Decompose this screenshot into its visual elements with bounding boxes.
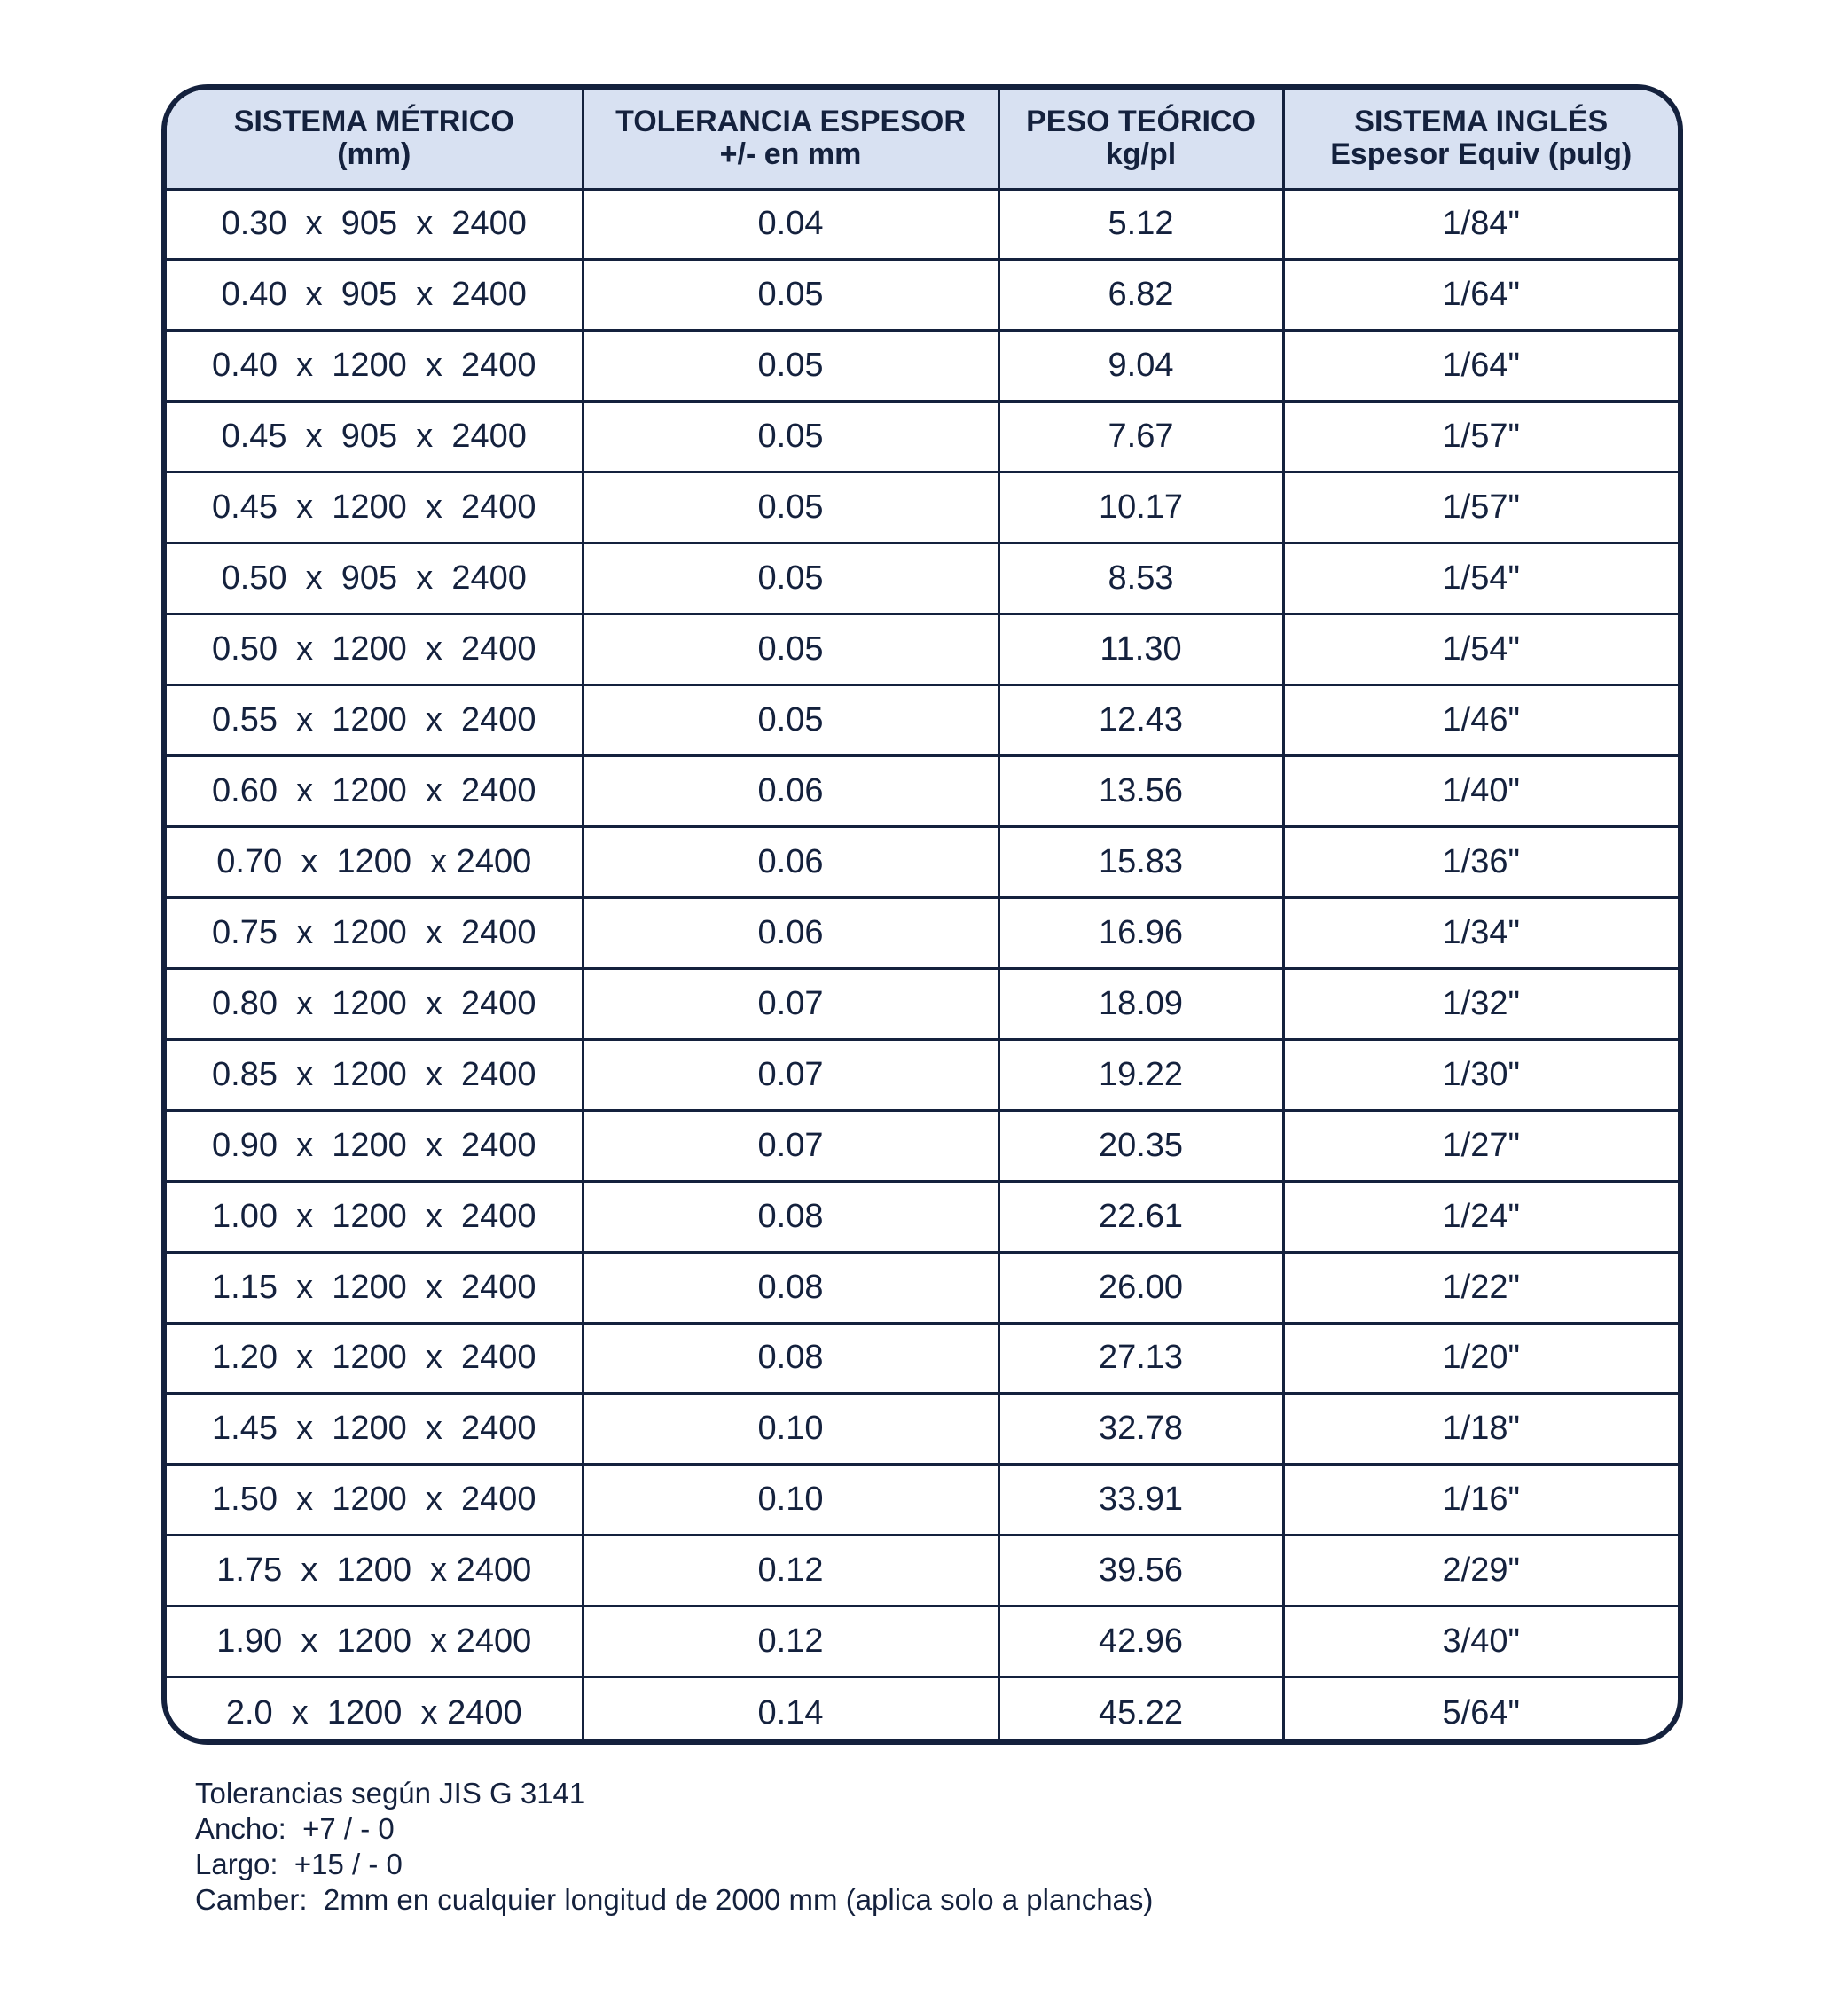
header-line2: kg/pl	[1105, 137, 1177, 172]
cell-thickness-tolerance: 0.12	[583, 1606, 998, 1677]
header-theoretical-weight	[998, 90, 1283, 189]
cell-imperial-thickness: 1/40"	[1283, 756, 1678, 827]
cell-imperial-thickness: 1/84"	[1283, 189, 1678, 260]
table-row	[167, 189, 1678, 260]
cell-imperial-thickness: 1/32"	[1283, 968, 1678, 1039]
cell-metric-dimensions: 0.85 x 1200 x 2400	[167, 1039, 583, 1110]
cell-imperial-thickness: 1/27"	[1283, 1110, 1678, 1181]
cell-theoretical-weight: 32.78	[998, 1394, 1283, 1465]
cell-thickness-tolerance: 0.08	[583, 1252, 998, 1323]
cell-thickness-tolerance: 0.05	[583, 402, 998, 473]
table-row	[167, 543, 1678, 614]
table-row	[167, 826, 1678, 897]
cell-imperial-thickness: 1/30"	[1283, 1039, 1678, 1110]
cell-theoretical-weight: 9.04	[998, 331, 1283, 402]
cell-theoretical-weight: 12.43	[998, 685, 1283, 756]
cell-imperial-thickness: 1/20"	[1283, 1323, 1678, 1394]
cell-metric-dimensions: 0.90 x 1200 x 2400	[167, 1110, 583, 1181]
cell-theoretical-weight: 13.56	[998, 756, 1283, 827]
cell-metric-dimensions: 1.50 x 1200 x 2400	[167, 1465, 583, 1536]
cell-metric-dimensions: 1.00 x 1200 x 2400	[167, 1181, 583, 1252]
note-length: Largo: +15 / - 0	[195, 1848, 403, 1880]
cell-thickness-tolerance: 0.07	[583, 1039, 998, 1110]
cell-theoretical-weight: 5.12	[998, 189, 1283, 260]
cell-theoretical-weight: 39.56	[998, 1536, 1283, 1606]
cell-theoretical-weight: 8.53	[998, 543, 1283, 614]
table-row	[167, 402, 1678, 473]
cell-theoretical-weight: 18.09	[998, 968, 1283, 1039]
cell-metric-dimensions: 0.45 x 1200 x 2400	[167, 473, 583, 543]
cell-thickness-tolerance: 0.04	[583, 189, 998, 260]
cell-imperial-thickness: 5/64"	[1283, 1677, 1678, 1745]
cell-thickness-tolerance: 0.12	[583, 1536, 998, 1606]
cell-imperial-thickness: 1/36"	[1283, 826, 1678, 897]
cell-theoretical-weight: 27.13	[998, 1323, 1283, 1394]
note-width: Ancho: +7 / - 0	[195, 1812, 395, 1845]
table-row	[167, 260, 1678, 331]
cell-imperial-thickness: 1/16"	[1283, 1465, 1678, 1536]
cell-imperial-thickness: 1/57"	[1283, 402, 1678, 473]
cell-metric-dimensions: 0.80 x 1200 x 2400	[167, 968, 583, 1039]
header-line1: TOLERANCIA ESPESOR	[615, 105, 966, 139]
table-row	[167, 1465, 1678, 1536]
table-row	[167, 1536, 1678, 1606]
cell-imperial-thickness: 2/29"	[1283, 1536, 1678, 1606]
header-line1: PESO TEÓRICO	[1026, 105, 1256, 139]
cell-imperial-thickness: 1/57"	[1283, 473, 1678, 543]
table-row	[167, 1323, 1678, 1394]
spec-table-frame	[161, 84, 1683, 1745]
table-row	[167, 756, 1678, 827]
header-line2: +/- en mm	[719, 137, 862, 172]
table-row	[167, 685, 1678, 756]
cell-theoretical-weight: 26.00	[998, 1252, 1283, 1323]
cell-thickness-tolerance: 0.05	[583, 543, 998, 614]
cell-metric-dimensions: 0.40 x 1200 x 2400	[167, 331, 583, 402]
cell-metric-dimensions: 0.40 x 905 x 2400	[167, 260, 583, 331]
header-row	[167, 90, 1678, 189]
cell-theoretical-weight: 22.61	[998, 1181, 1283, 1252]
table-row	[167, 614, 1678, 685]
cell-theoretical-weight: 33.91	[998, 1465, 1283, 1536]
cell-imperial-thickness: 1/64"	[1283, 331, 1678, 402]
cell-imperial-thickness: 3/40"	[1283, 1606, 1678, 1677]
cell-metric-dimensions: 1.15 x 1200 x 2400	[167, 1252, 583, 1323]
cell-thickness-tolerance: 0.08	[583, 1323, 998, 1394]
cell-theoretical-weight: 19.22	[998, 1039, 1283, 1110]
cell-imperial-thickness: 1/46"	[1283, 685, 1678, 756]
table-row	[167, 1606, 1678, 1677]
cell-imperial-thickness: 1/22"	[1283, 1252, 1678, 1323]
table-row	[167, 968, 1678, 1039]
header-metric-system	[167, 90, 583, 189]
table-row	[167, 1110, 1678, 1181]
cell-thickness-tolerance: 0.06	[583, 897, 998, 968]
cell-metric-dimensions: 0.30 x 905 x 2400	[167, 189, 583, 260]
cell-metric-dimensions: 0.70 x 1200 x 2400	[167, 826, 583, 897]
cell-thickness-tolerance: 0.05	[583, 331, 998, 402]
cell-thickness-tolerance: 0.06	[583, 826, 998, 897]
header-line2: (mm)	[337, 137, 411, 172]
header-line1: SISTEMA INGLÉS	[1354, 105, 1609, 139]
table-row	[167, 1039, 1678, 1110]
cell-metric-dimensions: 0.50 x 1200 x 2400	[167, 614, 583, 685]
cell-metric-dimensions: 1.90 x 1200 x 2400	[167, 1606, 583, 1677]
cell-thickness-tolerance: 0.07	[583, 1110, 998, 1181]
table-row	[167, 1181, 1678, 1252]
table-body	[167, 189, 1678, 1745]
spec-table	[167, 90, 1678, 1745]
cell-thickness-tolerance: 0.14	[583, 1677, 998, 1745]
table-row	[167, 1394, 1678, 1465]
note-standard: Tolerancias según JIS G 3141	[195, 1777, 586, 1810]
table-row	[167, 1252, 1678, 1323]
cell-thickness-tolerance: 0.10	[583, 1465, 998, 1536]
cell-theoretical-weight: 16.96	[998, 897, 1283, 968]
cell-imperial-thickness: 1/54"	[1283, 614, 1678, 685]
cell-imperial-thickness: 1/54"	[1283, 543, 1678, 614]
table-row	[167, 1677, 1678, 1745]
cell-metric-dimensions: 0.50 x 905 x 2400	[167, 543, 583, 614]
cell-thickness-tolerance: 0.05	[583, 473, 998, 543]
cell-imperial-thickness: 1/24"	[1283, 1181, 1678, 1252]
cell-thickness-tolerance: 0.06	[583, 756, 998, 827]
cell-thickness-tolerance: 0.08	[583, 1181, 998, 1252]
cell-metric-dimensions: 0.75 x 1200 x 2400	[167, 897, 583, 968]
header-imperial-system	[1283, 90, 1678, 189]
cell-imperial-thickness: 1/64"	[1283, 260, 1678, 331]
cell-theoretical-weight: 42.96	[998, 1606, 1283, 1677]
cell-thickness-tolerance: 0.10	[583, 1394, 998, 1465]
note-camber: Camber: 2mm en cualquier longitud de 2000 mm (aplica solo a planchas)	[195, 1883, 1154, 1916]
cell-thickness-tolerance: 0.05	[583, 685, 998, 756]
tolerance-notes	[195, 1776, 1153, 1918]
cell-metric-dimensions: 0.45 x 905 x 2400	[167, 402, 583, 473]
table-row	[167, 897, 1678, 968]
cell-theoretical-weight: 11.30	[998, 614, 1283, 685]
cell-thickness-tolerance: 0.05	[583, 260, 998, 331]
table-row	[167, 331, 1678, 402]
cell-metric-dimensions: 0.55 x 1200 x 2400	[167, 685, 583, 756]
cell-imperial-thickness: 1/34"	[1283, 897, 1678, 968]
cell-theoretical-weight: 6.82	[998, 260, 1283, 331]
cell-metric-dimensions: 0.60 x 1200 x 2400	[167, 756, 583, 827]
cell-metric-dimensions: 1.45 x 1200 x 2400	[167, 1394, 583, 1465]
cell-theoretical-weight: 45.22	[998, 1677, 1283, 1745]
header-line1: SISTEMA MÉTRICO	[233, 105, 514, 139]
cell-theoretical-weight: 7.67	[998, 402, 1283, 473]
cell-thickness-tolerance: 0.05	[583, 614, 998, 685]
cell-imperial-thickness: 1/18"	[1283, 1394, 1678, 1465]
cell-thickness-tolerance: 0.07	[583, 968, 998, 1039]
cell-theoretical-weight: 10.17	[998, 473, 1283, 543]
cell-theoretical-weight: 15.83	[998, 826, 1283, 897]
cell-metric-dimensions: 2.0 x 1200 x 2400	[167, 1677, 583, 1745]
cell-theoretical-weight: 20.35	[998, 1110, 1283, 1181]
table-row	[167, 473, 1678, 543]
header-thickness-tolerance	[583, 90, 998, 189]
header-line2: Espesor Equiv (pulg)	[1330, 137, 1633, 172]
cell-metric-dimensions: 1.20 x 1200 x 2400	[167, 1323, 583, 1394]
cell-metric-dimensions: 1.75 x 1200 x 2400	[167, 1536, 583, 1606]
